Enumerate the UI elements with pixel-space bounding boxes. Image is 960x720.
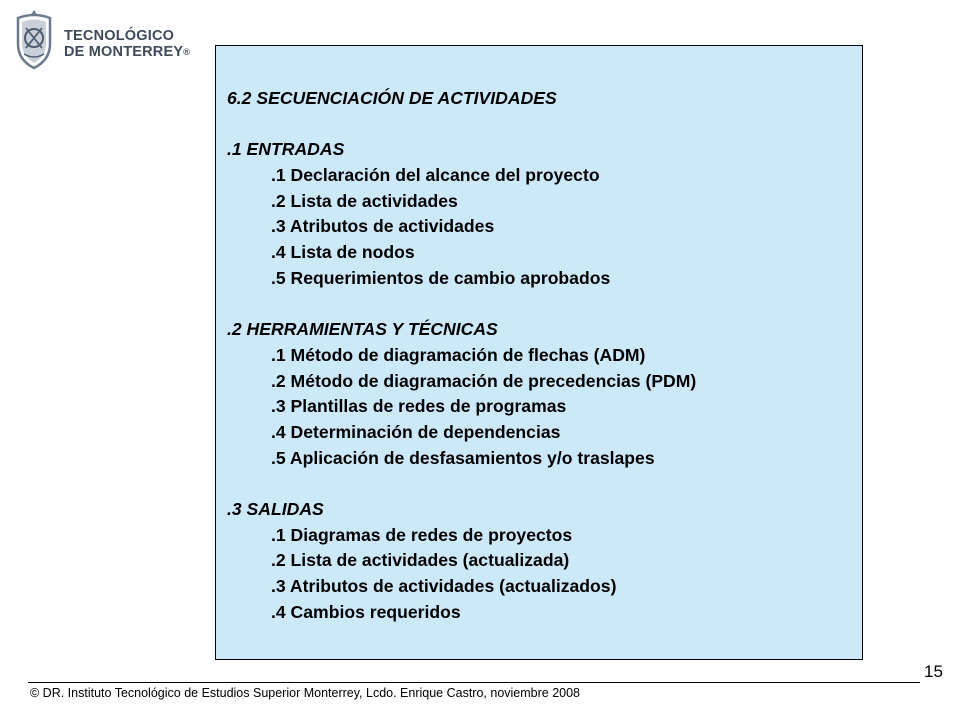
footer-divider	[28, 682, 920, 683]
logo-line-1: TECNOLÓGICO	[64, 28, 175, 44]
registered-mark: ®	[183, 47, 191, 57]
page-number: 15	[924, 662, 943, 681]
list-item: .3 Atributos de actividades (actualizados)	[271, 576, 617, 597]
list-item: .1 Declaración del alcance del proyecto	[271, 165, 600, 186]
list-item: .2 Método de diagramación de precedencias (PDM)	[271, 370, 697, 391]
spacer	[227, 471, 696, 497]
section-title: 6.2 SECUENCIACIÓN DE ACTIVIDADES	[227, 88, 557, 108]
content-panel	[215, 45, 863, 660]
tec-seal-icon	[12, 8, 56, 70]
list-item: .2 Lista de actividades	[271, 190, 458, 211]
list-item: .1 Diagramas de redes de proyectos	[271, 524, 573, 545]
list-item: .3 Plantillas de redes de programas	[271, 396, 567, 417]
list-item: .2 Lista de actividades (actualizada)	[271, 550, 570, 571]
list-item: .4 Cambios requeridos	[271, 601, 461, 622]
list-item: .5 Requerimientos de cambio aprobados	[271, 267, 611, 288]
list-item: .4 Lista de nodos	[271, 242, 415, 263]
spacer	[227, 112, 696, 138]
list-item: .1 Método de diagramación de flechas (ADM)	[271, 344, 646, 365]
group-heading-entradas: .1 ENTRADAS	[227, 139, 345, 160]
list-item: .3 Atributos de actividades	[271, 216, 495, 237]
footer-copyright: © DR. Instituto Tecnológico de Estudios Superior Monterrey, Lcdo. Enrique Castro, noviembre 2008	[30, 686, 581, 700]
list-item: .5 Aplicación de desfasamientos y/o traslapes	[271, 447, 655, 468]
group-heading-salidas: .3 SALIDAS	[227, 499, 324, 519]
logo-line-2-text: DE MONTERREY	[64, 44, 184, 60]
tec-logo	[12, 8, 191, 72]
logo-line-2	[64, 44, 190, 60]
outline	[227, 86, 696, 625]
list-item: .4 Determinación de dependencias	[271, 421, 561, 442]
group-heading-herramientas: .2 HERRAMIENTAS Y TÉCNICAS	[227, 319, 498, 340]
spacer	[227, 292, 696, 318]
tec-logo-text	[64, 28, 190, 60]
